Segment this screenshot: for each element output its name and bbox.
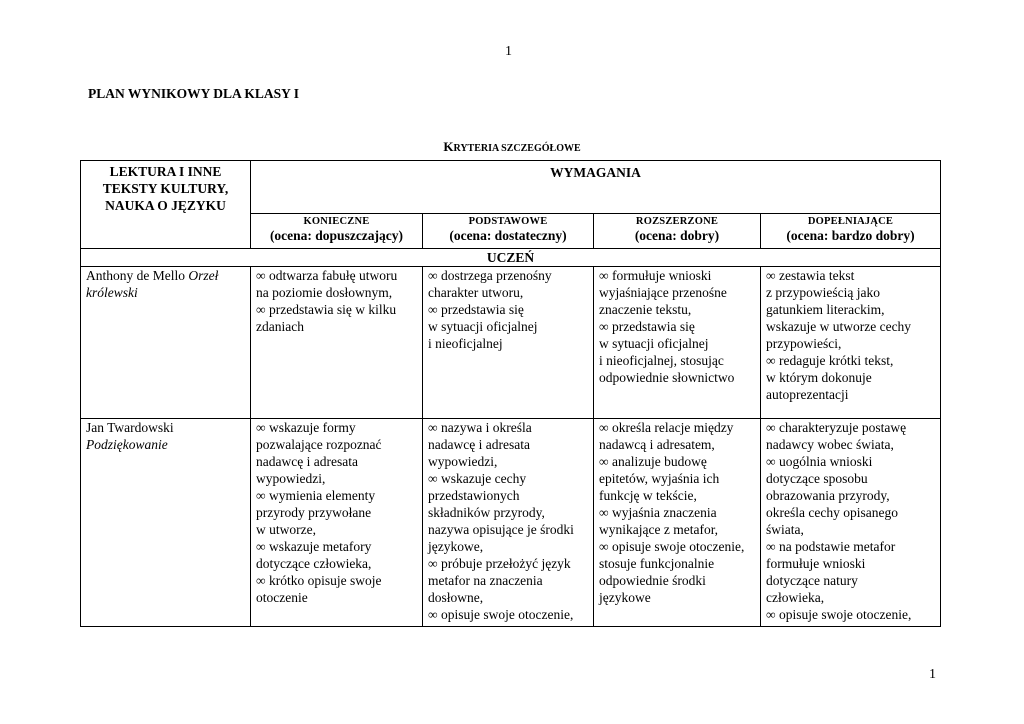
requirement-text: ∞ charakteryzuje postawę nadawcy wobec świata, ∞ uogólnia wnioski dotyczące sposobu obrazowania przyrody, określa cechy opisanego świata, ∞ na podstawie metafor formułuje wnioski dotyczące natury człowieka, ∞ opisuje swoje otoczenie,	[766, 420, 912, 622]
level-grade: (ocena: dobry)	[634, 228, 720, 243]
level-grade: (ocena: bardzo dobry)	[786, 228, 915, 243]
student-row	[81, 249, 941, 267]
reading-work: Podziękowanie	[86, 437, 168, 452]
section-title-initial: K	[443, 139, 454, 154]
student-label: UCZEŃ	[81, 249, 941, 267]
level-name: ROZSZERZONE	[635, 216, 719, 227]
requirement-text: ∞ nazywa i określa nadawcę i adresata wypowiedzi, ∞ wskazuje cechy przedstawionych składników przyrody, nazywa opisujące je środki językowe, ∞ próbuje przełożyć język metafor na znaczenia dosłowne, ∞ opisuje swoje otoczenie,	[428, 420, 574, 622]
reading-cell	[81, 267, 251, 419]
table-row	[81, 419, 941, 627]
section-title	[0, 139, 1024, 155]
requirement-cell	[594, 419, 761, 627]
reading-work: Orzeł królewski	[86, 268, 219, 300]
section-title-rest: RYTERIA SZCZEGÓŁOWE	[453, 143, 581, 154]
requirement-text: ∞ odtwarza fabułę utworu na poziomie dosłownym, ∞ przedstawia się w kilku zdaniach	[256, 268, 398, 334]
requirement-cell	[594, 267, 761, 419]
header-requirements: WYMAGANIA	[251, 161, 941, 214]
requirement-cell	[423, 419, 594, 627]
level-cell	[251, 214, 423, 249]
table-header-row	[81, 161, 941, 214]
requirement-text: ∞ dostrzega przenośny charakter utworu, ∞ przedstawia się w sytuacji oficjalnej i nieoficjalnej	[428, 268, 552, 351]
table-row	[81, 267, 941, 419]
requirement-text: ∞ formułuje wnioski wyjaśniające przenośne znaczenie tekstu, ∞ przedstawia się w sytuacji oficjalnej i nieoficjalnej, stosując odpowiednie słownictwo	[599, 268, 735, 385]
requirement-cell	[761, 419, 941, 627]
reading-author: Anthony de Mello	[86, 268, 189, 283]
requirement-text: ∞ wskazuje formy pozwalające rozpoznać nadawcę i adresata wypowiedzi, ∞ wymienia elementy przyrody przywołane w utworze, ∞ wskazuje metafory dotyczące człowieka, ∞ krótko opisuje swoje otoczenie	[256, 420, 382, 605]
level-name: KONIECZNE	[303, 216, 370, 227]
header-literature: LEKTURA I INNE TEKSTY KULTURY, NAUKA O JĘZYKU	[81, 161, 251, 249]
level-grade: (ocena: dostateczny)	[449, 228, 567, 243]
level-cell	[594, 214, 761, 249]
document-title: PLAN WYNIKOWY DLA KLASY I	[88, 86, 300, 101]
criteria-table	[80, 160, 941, 627]
requirement-cell	[423, 267, 594, 419]
level-grade: (ocena: dopuszczający)	[269, 228, 404, 243]
requirement-text: ∞ zestawia tekst z przypowieścią jako gatunkiem literackim, wskazuje w utworze cechy przypowieści, ∞ redaguje krótki tekst, w którym dokonuje autoprezentacji	[766, 268, 912, 402]
level-name: DOPEŁNIAJĄCE	[807, 216, 894, 227]
requirement-text: ∞ określa relacje między nadawcą i adresatem, ∞ analizuje budowę epitetów, wyjaśnia ich funkcję w tekście, ∞ wyjaśnia znaczenia wynikające z metafor, ∞ opisuje swoje otoczenie, stosuje funkcjonalnie odpowiednie środki językowe	[599, 420, 745, 605]
reading-cell	[81, 419, 251, 627]
page-number-bottom: 1	[929, 667, 936, 682]
level-name: PODSTAWOWE	[468, 216, 548, 227]
level-cell	[423, 214, 594, 249]
requirement-cell	[251, 419, 423, 627]
level-cell	[761, 214, 941, 249]
requirement-cell	[251, 267, 423, 419]
reading-author: Jan Twardowski	[86, 420, 174, 435]
page-number-top: 1	[505, 44, 512, 59]
requirement-cell	[761, 267, 941, 419]
